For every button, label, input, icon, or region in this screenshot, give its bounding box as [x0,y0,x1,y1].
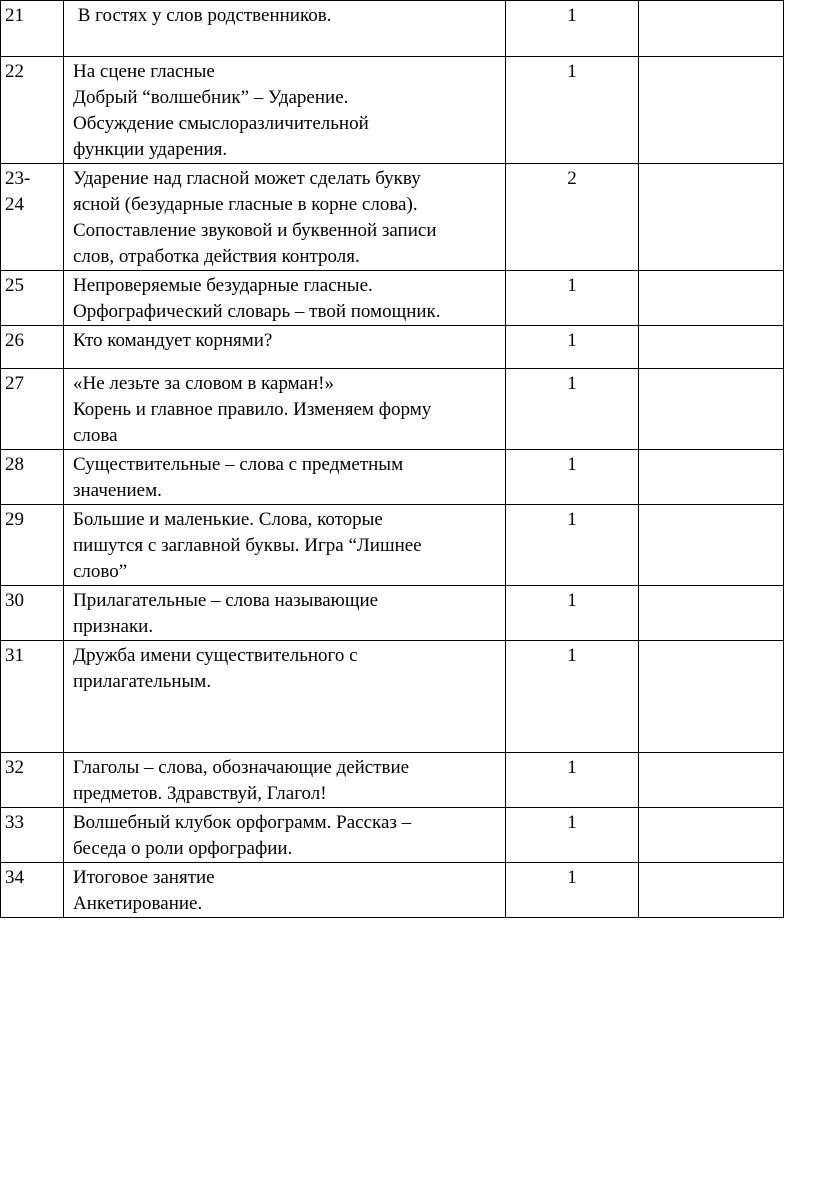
lesson-number: 31 [5,645,24,666]
lesson-topic-cell [64,753,506,808]
lesson-number: 27 [5,373,24,394]
lesson-topic-line: прилагательным. [73,671,212,692]
lesson-topic-line: Непроверяемые безударные гласные. [73,275,373,296]
lesson-hours: 1 [567,454,577,475]
lesson-topic-line: Дружба имени существительного с [73,645,358,666]
table-row [1,326,784,369]
lesson-topic-line: Ударение над гласной может сделать букву [73,168,421,189]
lesson-hours: 1 [567,757,577,778]
empty-cell [639,326,784,369]
lesson-hours-cell [506,505,639,586]
lesson-number: 32 [5,757,24,778]
lesson-number-cell [1,57,64,164]
lesson-number-cell [1,505,64,586]
empty-cell [639,271,784,326]
lesson-hours-cell [506,753,639,808]
lesson-topic-line: слова [73,425,118,446]
lesson-hours: 1 [567,275,577,296]
empty-cell [639,753,784,808]
lesson-topic-line: слов, отработка действия контроля. [73,246,360,267]
lesson-topic-cell [64,450,506,505]
lesson-topic-line: «Не лезьте за словом в карман!» [73,373,334,394]
lesson-topic-line: признаки. [73,616,154,637]
lesson-hours: 1 [567,867,577,888]
lesson-topic-line: предметов. Здравствуй, Глагол! [73,783,327,804]
lesson-topic-cell [64,505,506,586]
lesson-hours-cell [506,57,639,164]
lesson-number: 28 [5,454,24,475]
empty-cell [639,164,784,271]
lesson-topic-cell [64,586,506,641]
lesson-topic-line: Орфографический словарь – твой помощник. [73,301,441,322]
lesson-topic-line: ясной (безударные гласные в корне слова). [73,194,418,215]
lesson-hours: 1 [567,373,577,394]
lesson-number-cell [1,863,64,918]
lesson-topic-cell [64,1,506,57]
lesson-number-cell [1,586,64,641]
lesson-number-cell [1,326,64,369]
lesson-hours-cell [506,641,639,753]
lesson-topic-cell [64,863,506,918]
lesson-hours-cell [506,808,639,863]
lesson-hours-cell [506,369,639,450]
lesson-topic-line: слово” [73,561,128,582]
lesson-hours: 1 [567,330,577,351]
lesson-number-cell [1,271,64,326]
lesson-number: 29 [5,509,24,530]
lesson-hours: 1 [567,645,577,666]
lesson-topic-cell [64,369,506,450]
table-row [1,57,784,164]
lesson-topic-line: Корень и главное правило. Изменяем форму [73,399,432,420]
lesson-topic-line: Кто командует корнями? [73,330,273,351]
lesson-hours: 1 [567,61,577,82]
lesson-hours: 1 [567,590,577,611]
lesson-topic-line: Прилагательные – слова называющие [73,590,379,611]
lesson-hours-cell [506,164,639,271]
lesson-number-cell [1,369,64,450]
lesson-topic-cell [64,57,506,164]
empty-cell [639,369,784,450]
empty-cell [639,808,784,863]
lesson-number-cell [1,808,64,863]
lesson-hours: 1 [567,509,577,530]
lesson-hours: 1 [567,812,577,833]
lesson-number: 24 [5,194,24,215]
empty-cell [639,586,784,641]
lesson-number-cell [1,753,64,808]
lesson-number: 23- [5,168,31,189]
lesson-topic-line: Итоговое занятие [73,867,215,888]
lesson-topic-cell [64,164,506,271]
lesson-hours-cell [506,1,639,57]
lesson-hours-cell [506,586,639,641]
table-row [1,1,784,57]
lesson-topic-line: На сцене гласные [73,61,215,82]
empty-cell [639,1,784,57]
lesson-topic-line: Обсуждение смыслоразличительной [73,113,369,134]
empty-cell [639,505,784,586]
lesson-number: 30 [5,590,24,611]
empty-cell [639,641,784,753]
lesson-number: 25 [5,275,24,296]
lesson-topic-cell [64,808,506,863]
lesson-topic-line: пишутся с заглавной буквы. Игра “Лишнее [73,535,422,556]
lesson-hours-cell [506,271,639,326]
lesson-number-cell [1,641,64,753]
lesson-hours: 2 [567,168,577,189]
table-row [1,586,784,641]
lesson-number: 34 [5,867,24,888]
lesson-topic-line: Большие и маленькие. Слова, которые [73,509,383,530]
empty-cell [639,450,784,505]
lesson-topic-line: Добрый “волшебник” – Ударение. [73,87,349,108]
lesson-topic-line: В гостях у слов родственников. [73,5,332,26]
lesson-topic-line: Существительные – слова с предметным [73,454,404,475]
table-row [1,164,784,271]
empty-cell [639,57,784,164]
lesson-topic-cell [64,641,506,753]
lesson-topic-line: Волшебный клубок орфограмм. Рассказ – [73,812,412,833]
lesson-topic-line: Глаголы – слова, обозначающие действие [73,757,410,778]
empty-cell [639,863,784,918]
lesson-topic-cell [64,326,506,369]
lesson-hours-cell [506,450,639,505]
lesson-number-cell [1,164,64,271]
lesson-topic-cell [64,271,506,326]
lesson-hours-cell [506,863,639,918]
table-row [1,641,784,753]
lesson-number: 22 [5,61,24,82]
table-row [1,863,784,918]
lesson-topic-line: значением. [73,480,162,501]
lesson-hours-cell [506,326,639,369]
table-row [1,753,784,808]
table-row [1,808,784,863]
lesson-topic-line: функции ударения. [73,139,228,160]
table-row [1,450,784,505]
lesson-number-cell [1,450,64,505]
lesson-number: 21 [5,5,24,26]
table-row [1,271,784,326]
lesson-hours: 1 [567,5,577,26]
table-row [1,505,784,586]
lesson-topic-line: Анкетирование. [73,893,203,914]
lesson-number: 33 [5,812,24,833]
lesson-number-cell [1,1,64,57]
lesson-number: 26 [5,330,24,351]
lesson-topic-line: Сопоставление звуковой и буквенной записи [73,220,437,241]
lesson-topic-line: беседа о роли орфографии. [73,838,293,859]
table-row [1,369,784,450]
